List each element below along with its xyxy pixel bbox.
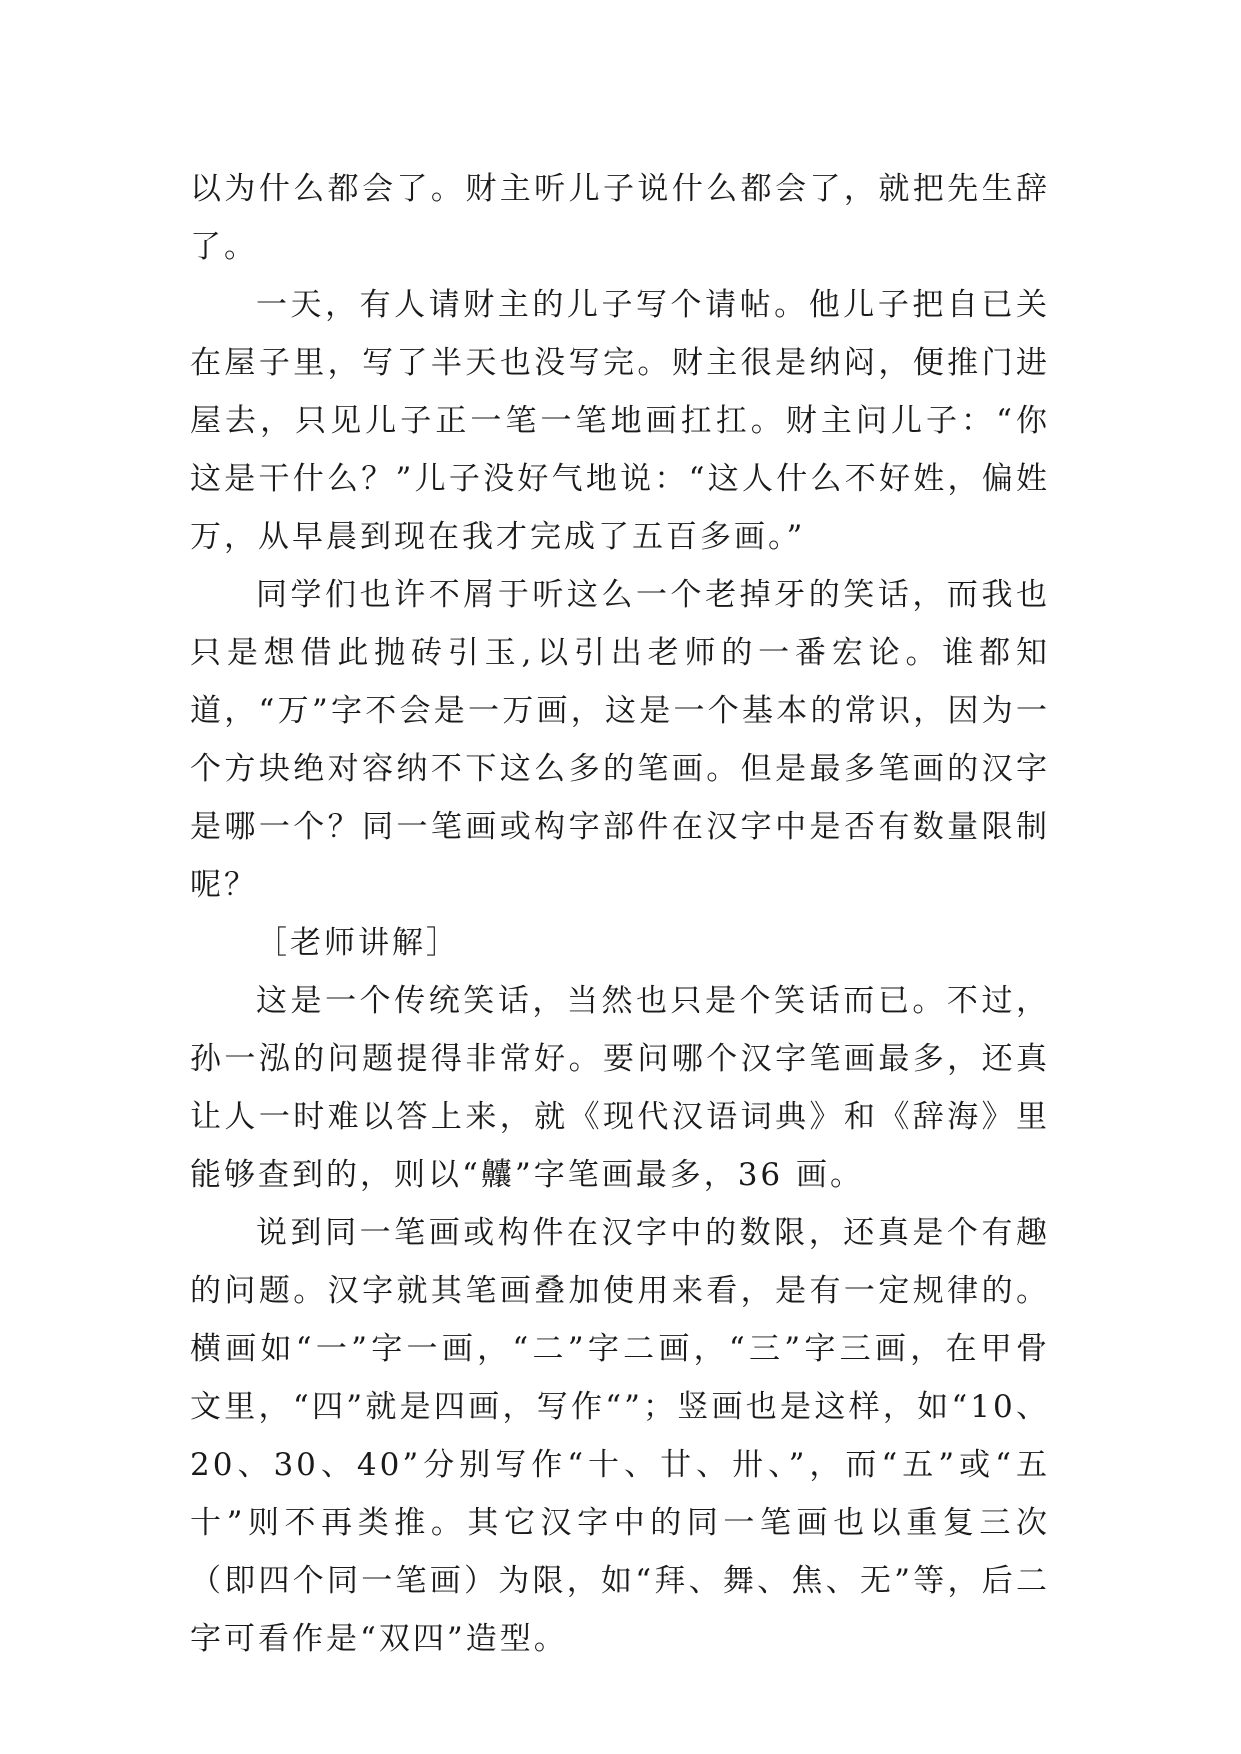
paragraph-3: 同学们也许不屑于听这么一个老掉牙的笑话，而我也只是想借此抛砖引玉,以引出老师的一番宏论。谁都知道，“万”字不会是一万画，这是一个基本的常识，因为一个方块绝对容纳不下这么多的笔画。但是最多笔画的汉字是哪一个？同一笔画或构字部件在汉字中是否有数量限制呢？ [190, 577, 1050, 903]
paragraph-6: 说到同一笔画或构件在汉字中的数限，还真是个有趣的问题。汉字就其笔画叠加使用来看，是有一定规律的。横画如“一”字一画，“二”字二画，“三”字三画，在甲骨文里，“四”就是四画，写作“”；竖画也是这样，如“10、20、30、40”分别写作“十、廿、卅、”，而“五”或“五十”则不再类推。其它汉字中的同一笔画也以重复三次（即四个同一笔画）为限，如“拜、舞、焦、无”等，后二字可看作是“双四”造型。 [190, 1215, 1050, 1657]
paragraph-5: 这是一个传统笑话，当然也只是个笑话而已。不过，孙一泓的问题提得非常好。要问哪个汉字笔画最多，还真让人一时难以答上来，就《现代汉语词典》和《辞海》里能够查到的，则以“齉”字笔画最多，36 画。 [190, 983, 1050, 1193]
document-page [190, 160, 1050, 1668]
section-heading-teacher-explanation: ［老师讲解］ [256, 925, 460, 961]
paragraph-2: 一天，有人请财主的儿子写个请帖。他儿子把自已关在屋子里，写了半天也没写完。财主很是纳闷，便推门进屋去，只见儿子正一笔一笔地画扛扛。财主问儿子：“你这是干什么？”儿子没好气地说：“这人什么不好姓，偏姓万，从早晨到现在我才完成了五百多画。” [190, 287, 1050, 555]
paragraph-1: 以为什么都会了。财主听儿子说什么都会了，就把先生辞了。 [190, 171, 1050, 265]
